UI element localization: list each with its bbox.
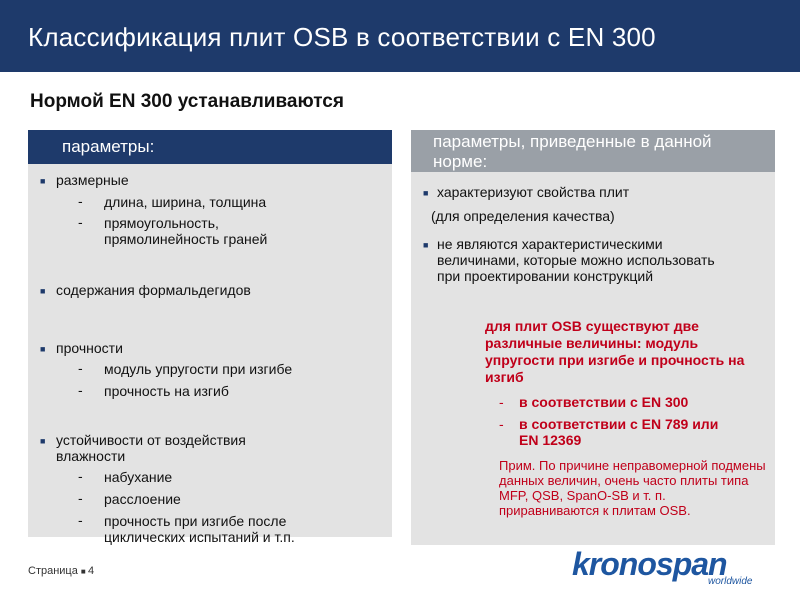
red-note: для плит OSB существуют две различные величины: модуль упругости при изгибе и прочность на изгиб bbox=[485, 318, 745, 385]
left-group-label: устойчивости от воздействия влажности bbox=[56, 432, 246, 464]
right-panel bbox=[411, 172, 775, 545]
dash-icon: - bbox=[78, 468, 83, 484]
red-item: в соответствии с EN 789 или EN 12369 bbox=[519, 416, 719, 448]
dash-icon: - bbox=[78, 360, 83, 376]
left-group-item: прямоугольность, прямолинейность граней bbox=[104, 215, 268, 247]
dash-icon: - bbox=[499, 394, 504, 410]
red-item: в соответствии с EN 300 bbox=[519, 394, 689, 410]
bullet-icon: ■ bbox=[40, 286, 46, 296]
left-group-label: размерные bbox=[56, 172, 129, 188]
left-group-item: длина, ширина, толщина bbox=[104, 194, 267, 210]
left-panel-heading bbox=[28, 130, 392, 164]
left-group-label: содержания формальдегидов bbox=[56, 282, 251, 298]
bullet-icon: ■ bbox=[423, 188, 429, 198]
left-group-item: набухание bbox=[104, 469, 173, 485]
subtitle: Нормой EN 300 устанавливаются bbox=[30, 91, 344, 112]
bullet-icon: ■ bbox=[40, 344, 46, 354]
remark: Прим. По причине неправомерной подмены данных величин, очень часто плиты типа MFP, QSB, SpanO-SB и т. п. приравниваются к плитам OSB. bbox=[499, 458, 766, 518]
header-bar bbox=[0, 0, 800, 72]
bullet-icon: ■ bbox=[40, 436, 46, 446]
logo-wordmark: kronospan bbox=[572, 546, 727, 582]
page-title: Классификация плит OSB в соответствии с EN 300 bbox=[28, 22, 656, 52]
dash-icon: - bbox=[78, 490, 83, 506]
right-bullet-note: (для определения качества) bbox=[431, 208, 615, 224]
bullet-icon: ■ bbox=[40, 176, 46, 186]
left-group-item: модуль упругости при изгибе bbox=[104, 361, 293, 377]
dash-icon: - bbox=[78, 512, 83, 528]
dash-icon: - bbox=[78, 382, 83, 398]
left-group-item: расслоение bbox=[104, 491, 181, 507]
left-panel bbox=[28, 164, 392, 545]
right-bullet: характеризуют свойства плит bbox=[437, 184, 630, 200]
dash-icon: - bbox=[499, 416, 504, 432]
bullet-separator-icon: ■ bbox=[80, 567, 88, 576]
left-panel-heading-text: параметры: bbox=[62, 137, 155, 156]
page-number: 4 bbox=[87, 565, 95, 577]
right-panel-heading bbox=[411, 130, 775, 172]
logo-tagline: worldwide bbox=[708, 576, 753, 587]
page-indicator bbox=[28, 565, 94, 577]
right-bullet: не являются характеристическими величинами, которые можно использовать при проектировании конструкций bbox=[437, 236, 715, 284]
dash-icon: - bbox=[78, 193, 83, 209]
left-group-item: прочность при изгибе после циклических испытаний и т.п. bbox=[104, 513, 295, 545]
dash-icon: - bbox=[78, 214, 83, 230]
left-group-label: прочности bbox=[56, 340, 123, 356]
left-group-item: прочность на изгиб bbox=[104, 383, 229, 399]
brand-logo bbox=[572, 546, 782, 590]
page-label: Страница bbox=[28, 565, 78, 577]
right-panel-heading-text: параметры, приведенные в данной норме: bbox=[433, 132, 712, 171]
bullet-icon: ■ bbox=[423, 240, 429, 250]
